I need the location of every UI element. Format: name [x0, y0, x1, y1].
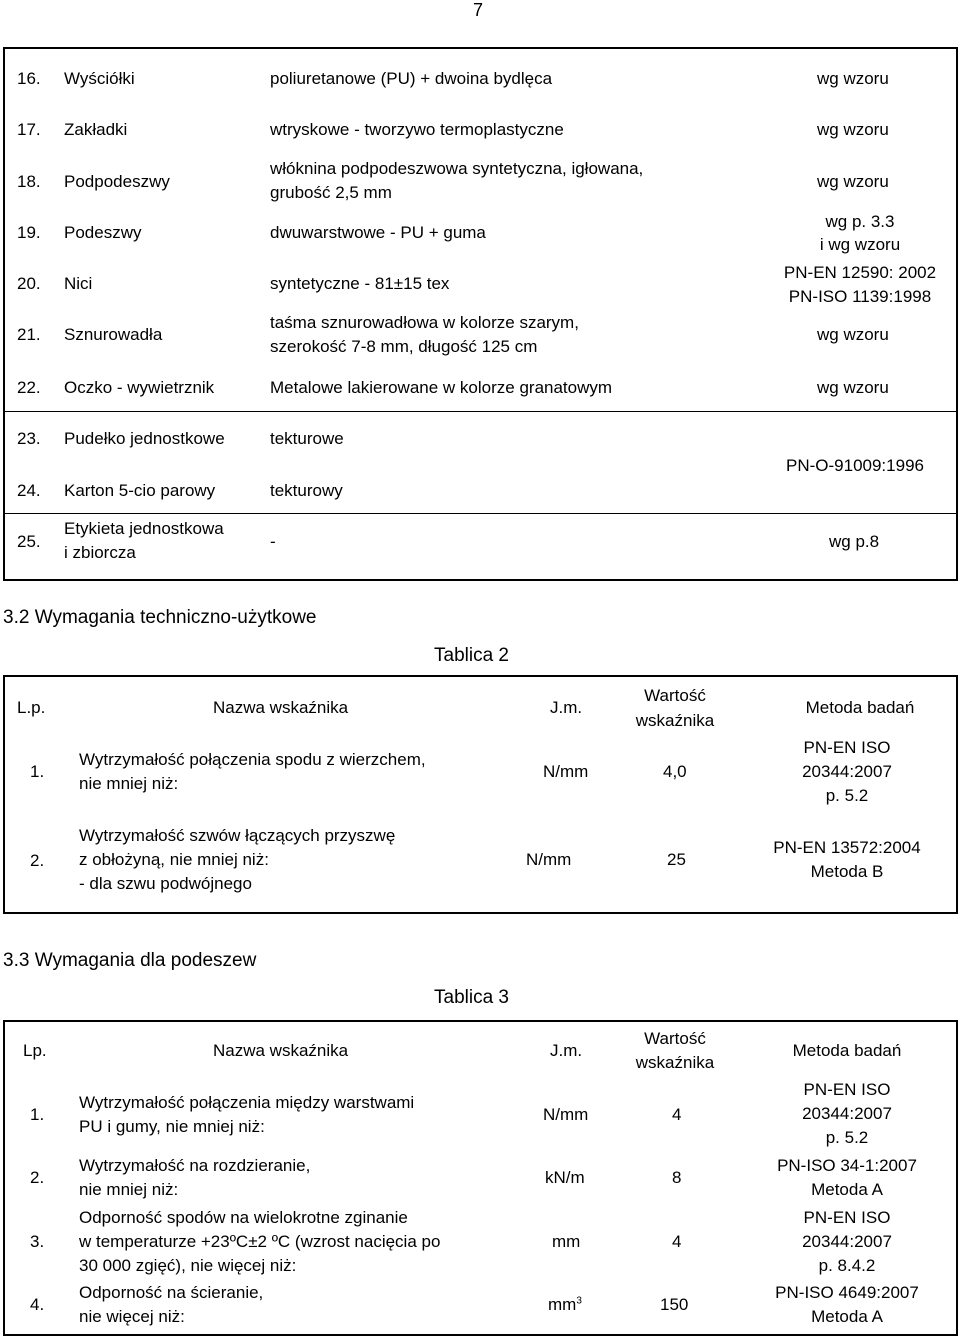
test-method: Metoda B [810, 862, 884, 881]
table-title: Tablica 3 [434, 987, 509, 1008]
row-number: 20. [17, 274, 41, 293]
test-method: 20344:2007 [802, 1232, 892, 1251]
item-description: poliuretanowe (PU) + dwoina bydlęca [270, 69, 553, 88]
section-title: 3.2 Wymagania techniczno-użytkowe [3, 607, 317, 628]
item-name: Nici [64, 274, 93, 293]
table-border-top [3, 1020, 958, 1022]
indicator-value: 25 [667, 850, 686, 869]
row-number: 25. [17, 532, 41, 551]
unit-superscript: 3 [576, 1295, 582, 1307]
test-method: 20344:2007 [802, 1104, 892, 1123]
item-name: Karton 5-cio parowy [64, 481, 216, 500]
indicator-name: 30 000 zgięć), nie więcej niż: [79, 1256, 297, 1275]
item-name: Pudełko jednostkowe [64, 429, 225, 448]
item-description: taśma sznurowadłowa w kolorze szarym, [270, 313, 579, 332]
page-number: 7 [473, 0, 484, 20]
table-border-bottom [3, 912, 958, 914]
indicator-name: Wytrzymałość na rozdzieranie, [79, 1156, 311, 1175]
indicator-name: Odporność spodów na wielokrotne zginanie [79, 1208, 408, 1227]
item-name: Podpodeszwy [64, 172, 170, 191]
indicator-name: nie więcej niż: [79, 1307, 185, 1326]
indicator-name: z obłożyną, nie mniej niż: [79, 850, 269, 869]
table-border-left [3, 675, 5, 914]
item-description: dwuwarstwowe - PU + guma [270, 223, 486, 242]
indicator-name: nie mniej niż: [79, 1180, 179, 1199]
table-border-bottom [3, 579, 958, 581]
indicator-name: - dla szwu podwójnego [79, 874, 252, 893]
row-number: 2. [30, 851, 45, 870]
item-reference: wg p.8 [829, 532, 880, 551]
header-value: wskaźnika [635, 1053, 715, 1072]
item-reference: wg wzoru [817, 378, 889, 397]
row-number: 4. [30, 1295, 45, 1314]
header-value: Wartość [644, 1029, 706, 1048]
indicator-name: Wytrzymałość szwów łączących przyszwę [79, 826, 396, 845]
test-method: p. 8.4.2 [818, 1256, 876, 1275]
indicator-name: Wytrzymałość połączenia spodu z wierzchem, [79, 750, 426, 769]
indicator-unit: N/mm [526, 850, 572, 869]
item-reference: PN-EN 12590: 2002 [783, 263, 937, 282]
item-reference: i wg wzoru [819, 235, 901, 254]
item-reference: wg wzoru [817, 325, 889, 344]
row-number: 2. [30, 1168, 45, 1187]
section-title: 3.3 Wymagania dla podeszew [3, 950, 257, 971]
item-reference: wg wzoru [817, 172, 889, 191]
table-border-right [956, 1020, 958, 1336]
item-description: włóknina podpodeszwowa syntetyczna, igłowana, [270, 159, 644, 178]
indicator-unit: N/mm [543, 1105, 589, 1124]
indicator-value: 150 [660, 1295, 689, 1314]
indicator-unit: N/mm [543, 762, 589, 781]
row-number: 19. [17, 223, 41, 242]
indicator-name: Wytrzymałość połączenia między warstwami [79, 1093, 415, 1112]
header-lp: Lp. [23, 1041, 47, 1060]
indicator-value: 8 [672, 1168, 682, 1187]
indicator-name: w temperaturze +23ºC±2 ºC (wzrost nacięcia po [79, 1232, 441, 1251]
test-method: p. 5.2 [825, 1128, 869, 1147]
item-name: Wyściółki [64, 69, 135, 88]
indicator-value: 4,0 [663, 762, 687, 781]
indicator-unit: $mm^3$ [548, 1295, 582, 1314]
row-number: 24. [17, 481, 41, 500]
row-number: 23. [17, 429, 41, 448]
item-description: tekturowy [270, 481, 343, 500]
test-method: Metoda A [811, 1180, 883, 1199]
test-method: 20344:2007 [802, 762, 892, 781]
indicator-name: PU i gumy, nie mniej niż: [79, 1117, 265, 1136]
table-border-top [3, 47, 958, 49]
item-description: syntetyczne - 81±15 tex [270, 274, 450, 293]
table-border-left [3, 47, 5, 581]
row-number: 16. [17, 69, 41, 88]
header-value: Wartość [644, 686, 706, 705]
row-divider [3, 411, 958, 412]
header-name: Nazwa wskaźnika [213, 698, 349, 717]
row-number: 3. [30, 1232, 45, 1251]
header-name: Nazwa wskaźnika [213, 1041, 349, 1060]
indicator-unit: mm [552, 1232, 581, 1251]
test-method: PN-EN ISO [803, 1208, 891, 1227]
item-reference: wg p. 3.3 [825, 212, 895, 231]
test-method: Metoda A [811, 1307, 883, 1326]
table-border-right [956, 47, 958, 581]
item-name: Zakładki [64, 120, 128, 139]
table-border-left [3, 1020, 5, 1336]
indicator-value: 4 [672, 1232, 682, 1251]
item-reference: PN-ISO 1139:1998 [788, 287, 932, 306]
test-method: PN-EN ISO [803, 738, 891, 757]
item-reference: wg wzoru [817, 120, 889, 139]
row-number: 22. [17, 378, 41, 397]
test-method: PN-ISO 4649:2007 [775, 1283, 919, 1302]
header-unit: J.m. [550, 1041, 583, 1060]
row-number: 21. [17, 325, 41, 344]
item-description: tekturowe [270, 429, 344, 448]
test-method: PN-ISO 34-1:2007 [777, 1156, 917, 1175]
item-description: - [270, 532, 276, 551]
header-method: Metoda badań [792, 1041, 902, 1060]
row-number: 1. [30, 1105, 45, 1124]
item-name: Etykieta jednostkowa [64, 519, 224, 538]
item-reference: wg wzoru [817, 69, 889, 88]
header-lp: L.p. [17, 698, 46, 717]
item-reference: PN-O-91009:1996 [786, 456, 924, 475]
table-title: Tablica 2 [434, 645, 509, 666]
row-divider [3, 513, 958, 514]
header-value: wskaźnika [635, 711, 715, 730]
item-description: Metalowe lakierowane w kolorze granatowym [270, 378, 613, 397]
test-method: p. 5.2 [825, 786, 869, 805]
table-border-top [3, 675, 958, 677]
indicator-unit: kN/m [545, 1168, 585, 1187]
indicator-name: Odporność na ścieranie, [79, 1283, 264, 1302]
item-name: Sznurowadła [64, 325, 163, 344]
test-method: PN-EN 13572:2004 [773, 838, 921, 857]
item-name: Oczko - wywietrznik [64, 378, 215, 397]
row-number: 18. [17, 172, 41, 191]
item-description: szerokość 7-8 mm, długość 125 cm [270, 337, 538, 356]
item-name: i zbiorcza [64, 543, 136, 562]
test-method: PN-EN ISO [803, 1080, 891, 1099]
row-number: 1. [30, 762, 45, 781]
indicator-value: 4 [672, 1105, 682, 1124]
header-unit: J.m. [550, 698, 583, 717]
item-description: wtryskowe - tworzywo termoplastyczne [270, 120, 564, 139]
item-description: grubość 2,5 mm [270, 183, 392, 202]
row-number: 17. [17, 120, 41, 139]
item-name: Podeszwy [64, 223, 142, 242]
header-method: Metoda badań [805, 698, 915, 717]
indicator-name: nie mniej niż: [79, 774, 179, 793]
